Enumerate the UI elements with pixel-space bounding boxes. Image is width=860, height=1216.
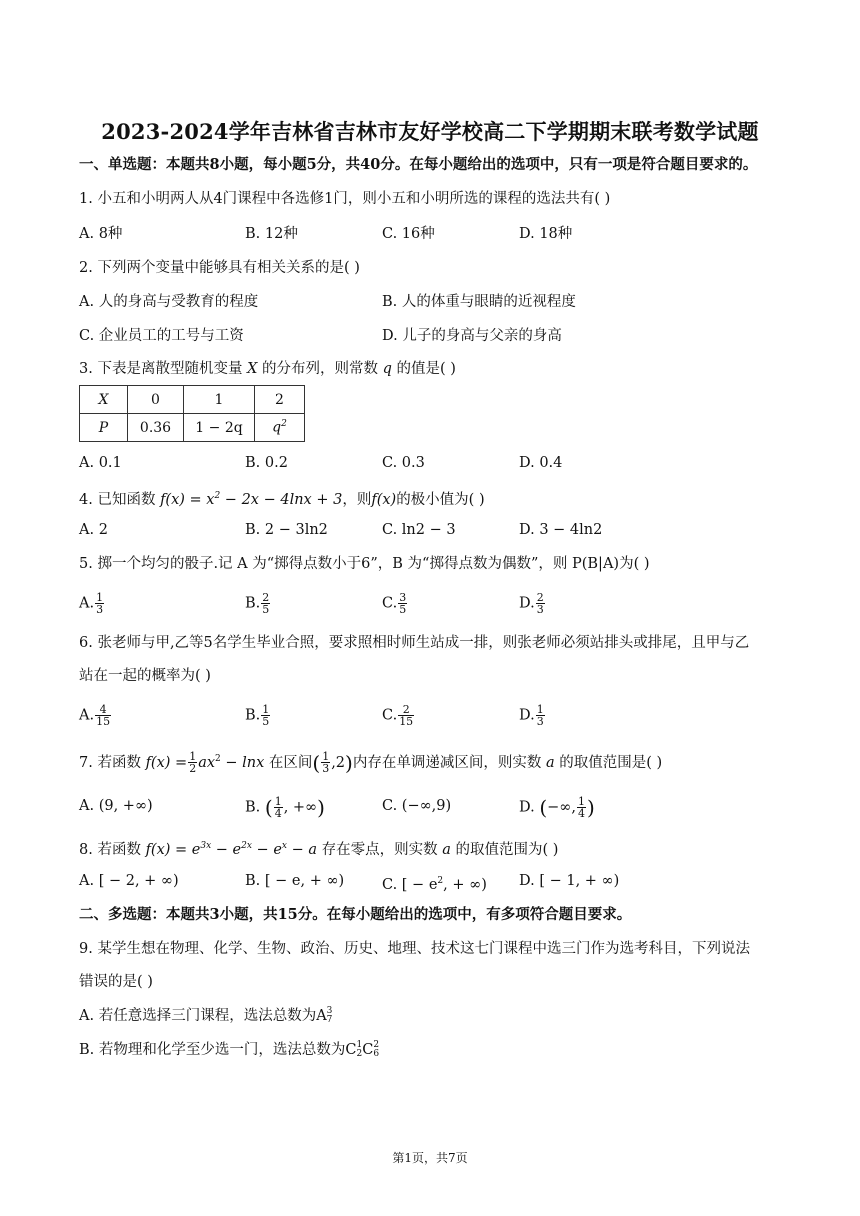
section-1-heading: 一、单选题：本题共8小题，每小题5分，共40分。在每小题给出的选项中，只有一项是符合题目要求的。 (79, 156, 758, 173)
table-cell: $q^2$ (255, 414, 305, 442)
fraction: $\frac{1}{4}$ (577, 795, 585, 820)
fraction: $\frac{2}{5}$ (262, 591, 270, 616)
q1-option-d: D. 18种 (519, 226, 573, 242)
q3-option-b: B. 0.2 (245, 455, 288, 471)
page-title: 2023-2024学年吉林省吉林市友好学校高二下学期期末联考数学试题 (101, 119, 759, 144)
q2-option-d: D. 儿子的身高与父亲的身高 (382, 328, 562, 344)
fraction: $\frac{2}{3}$ (536, 591, 544, 616)
fraction: $\frac{3}{5}$ (399, 591, 407, 616)
q8-option-c: C. [ − $e^2$, + ∞) (382, 876, 487, 893)
q6-option-c: C. $\frac{2}{15}$ (382, 703, 414, 728)
q3-option-a: A. 0.1 (79, 455, 122, 471)
q6-option-b: B. $\frac{1}{5}$ (245, 703, 270, 728)
question-7: 7. 若函数 f(x) = $\frac{1}{2}$ $ax^2 - \ln x$ 在区间( $\frac{1}{3}$ ,2)内存在单调递减区间，则实数 a 的取值范围是( ) (79, 750, 663, 776)
q8-option-b: B. [ − e, + ∞) (245, 873, 345, 889)
q2-option-b: B. 人的体重与眼睛的近视程度 (382, 294, 576, 310)
q6-option-d: D. $\frac{1}{3}$ (519, 703, 544, 728)
fraction: $\frac{1}{5}$ (262, 703, 270, 728)
q5-option-d: D. $\frac{2}{3}$ (519, 591, 544, 616)
q7-option-a: A. (9, +∞) (79, 798, 153, 814)
q4-option-a: A. 2 (79, 522, 108, 538)
fraction: $\frac{4}{15}$ (96, 703, 111, 728)
q4-option-c: C. ln2 − 3 (382, 522, 456, 538)
q3-option-c: C. 0.3 (382, 455, 425, 471)
q9-option-b: B. 若物理和化学至少选一门，选法总数为C 1 2 C 2 6 (79, 1040, 380, 1059)
q5-option-b: B. $\frac{2}{5}$ (245, 591, 270, 616)
q3-option-d: D. 0.4 (519, 455, 563, 471)
fraction: $\frac{1}{2}$ (189, 750, 197, 776)
table-cell: 0.36 (128, 414, 184, 442)
fraction: $\frac{1}{3}$ (322, 750, 330, 776)
question-8: 8. 若函数 $f(x) = e^{3x} - e^{2x} - e^x - a$ 存在零点，则实数 a 的取值范围为( ) (79, 841, 559, 858)
q1-option-c: C. 16种 (382, 226, 435, 242)
q5-option-a: A. $\frac{1}{3}$ (79, 591, 104, 616)
q1-option-b: B. 12种 (245, 226, 298, 242)
table-cell: 1 − 2q (184, 414, 255, 442)
q7-option-d: D. (−∞, $\frac{1}{4}$ ) (519, 795, 595, 820)
q9-option-a: A. 若任意选择三门课程，选法总数为A 3 7 (79, 1006, 333, 1025)
table-cell: 0 (128, 386, 184, 414)
q4-option-b: B. 2 − 3ln2 (245, 522, 328, 538)
distribution-table (79, 385, 305, 442)
q7-option-c: C. (−∞,9) (382, 798, 452, 814)
q2-option-c: C. 企业员工的工号与工资 (79, 328, 244, 344)
question-4: 4. 已知函数 $f(x) = x^2 - 2x - 4\ln x + 3$，则f(x)的极小值为( ) (79, 491, 485, 508)
table-cell: 2 (255, 386, 305, 414)
table-cell: 1 (184, 386, 255, 414)
table-row (80, 386, 305, 414)
q5-option-c: C. $\frac{3}{5}$ (382, 591, 407, 616)
table-cell: X (80, 386, 128, 414)
fraction: $\frac{2}{15}$ (399, 703, 414, 728)
fraction: $\frac{1}{4}$ (274, 795, 282, 820)
question-1: 1. 小五和小明两人从4门课程中各选修1门，则小五和小明所选的课程的选法共有( ) (79, 191, 611, 207)
question-5: 5. 掷一个均匀的骰子.记 A 为“掷得点数小于6”，B 为“掷得点数为偶数”，则 P(B|A)为( ) (79, 556, 650, 572)
section-2-heading: 二、多选题：本题共3小题，共15分。在每小题给出的选项中，有多项符合题目要求。 (79, 906, 632, 923)
q6-option-a: A. $\frac{4}{15}$ (79, 703, 111, 728)
table-cell: P (80, 414, 128, 442)
table-row (80, 414, 305, 442)
q8-option-a: A. [ − 2, + ∞) (79, 873, 179, 889)
fraction: $\frac{1}{3}$ (96, 591, 104, 616)
q2-option-a: A. 人的身高与受教育的程度 (79, 294, 259, 310)
q8-option-d: D. [ − 1, + ∞) (519, 873, 620, 889)
q1-option-a: A. 8种 (79, 226, 123, 242)
question-9-line-1: 9. 某学生想在物理、化学、生物、政治、历史、地理、技术这七门课程中选三门作为选考科目，下列说法 (79, 941, 750, 957)
q7-option-b: B. ( $\frac{1}{4}$ , +∞) (245, 795, 325, 820)
fraction: $\frac{1}{3}$ (536, 703, 544, 728)
question-2: 2. 下列两个变量中能够具有相关关系的是( ) (79, 260, 360, 276)
question-3: 3. 下表是离散型随机变量 X 的分布列，则常数 q 的值是( ) (79, 361, 456, 377)
page-footer: 第1页，共7页 (392, 1151, 468, 1165)
q4-option-d: D. 3 − 4ln2 (519, 522, 603, 538)
question-9-line-2: 错误的是( ) (79, 974, 153, 990)
question-6-line-2: 站在一起的概率为( ) (79, 668, 211, 684)
question-6-line-1: 6. 张老师与甲,乙等5名学生毕业合照，要求照相时师生站成一排，则张老师必须站排头或排尾，且甲与乙 (79, 635, 750, 651)
